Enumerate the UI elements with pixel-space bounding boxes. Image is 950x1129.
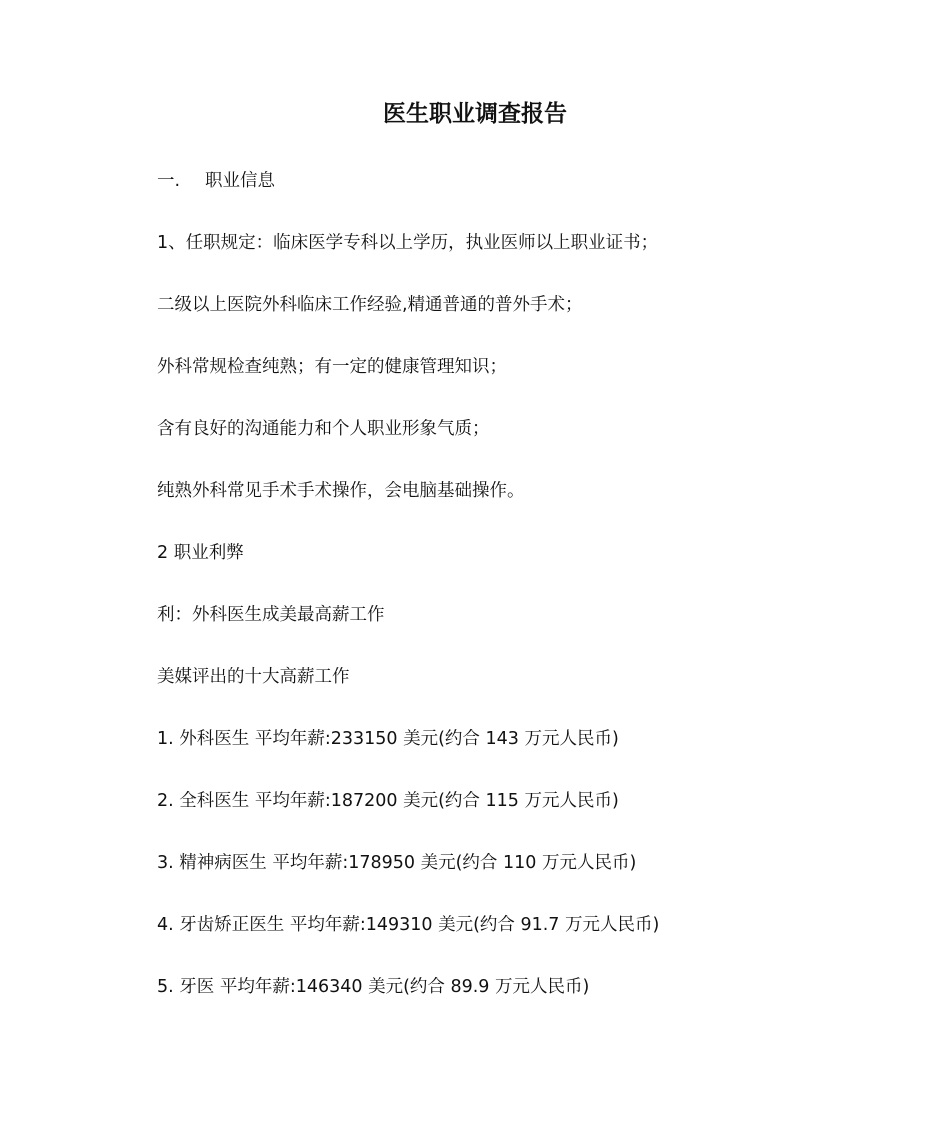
paragraph-ranking-intro: 美媒评出的十大高薪工作 bbox=[157, 667, 350, 687]
ranking-item: 4. 牙齿矫正医生 平均年薪:149310 美元(约合 91.7 万元人民币) bbox=[157, 915, 660, 935]
ranking-item: 5. 牙医 平均年薪:146340 美元(约合 89.9 万元人民币) bbox=[157, 977, 590, 997]
paragraph-surgery-skills: 纯熟外科常见手术手术操作，会电脑基础操作。 bbox=[157, 481, 525, 501]
paragraph-requirements: 1、任职规定：临床医学专科以上学历，执业医师以上职业证书； bbox=[157, 233, 659, 253]
paragraph-experience: 二级以上医院外科临床工作经验,精通普通的普外手术； bbox=[157, 295, 583, 315]
paragraph-advantage: 利：外科医生成美最高薪工作 bbox=[157, 605, 385, 625]
section-heading-text: 职业信息 bbox=[205, 171, 275, 191]
ranking-item: 2. 全科医生 平均年薪:187200 美元(约合 115 万元人民币) bbox=[157, 791, 619, 811]
paragraph-communication: 含有良好的沟通能力和个人职业形象气质； bbox=[157, 419, 490, 439]
document-title: 医生职业调查报告 bbox=[383, 101, 567, 127]
paragraph-examination: 外科常规检查纯熟；有一定的健康管理知识； bbox=[157, 357, 507, 377]
subheading-pros-cons: 2 职业利弊 bbox=[157, 543, 244, 563]
ranking-item: 3. 精神病医生 平均年薪:178950 美元(约合 110 万元人民币) bbox=[157, 853, 637, 873]
ranking-item: 1. 外科医生 平均年薪:233150 美元(约合 143 万元人民币) bbox=[157, 729, 619, 749]
section-heading bbox=[157, 168, 275, 194]
section-heading-number: 一. bbox=[157, 171, 181, 191]
